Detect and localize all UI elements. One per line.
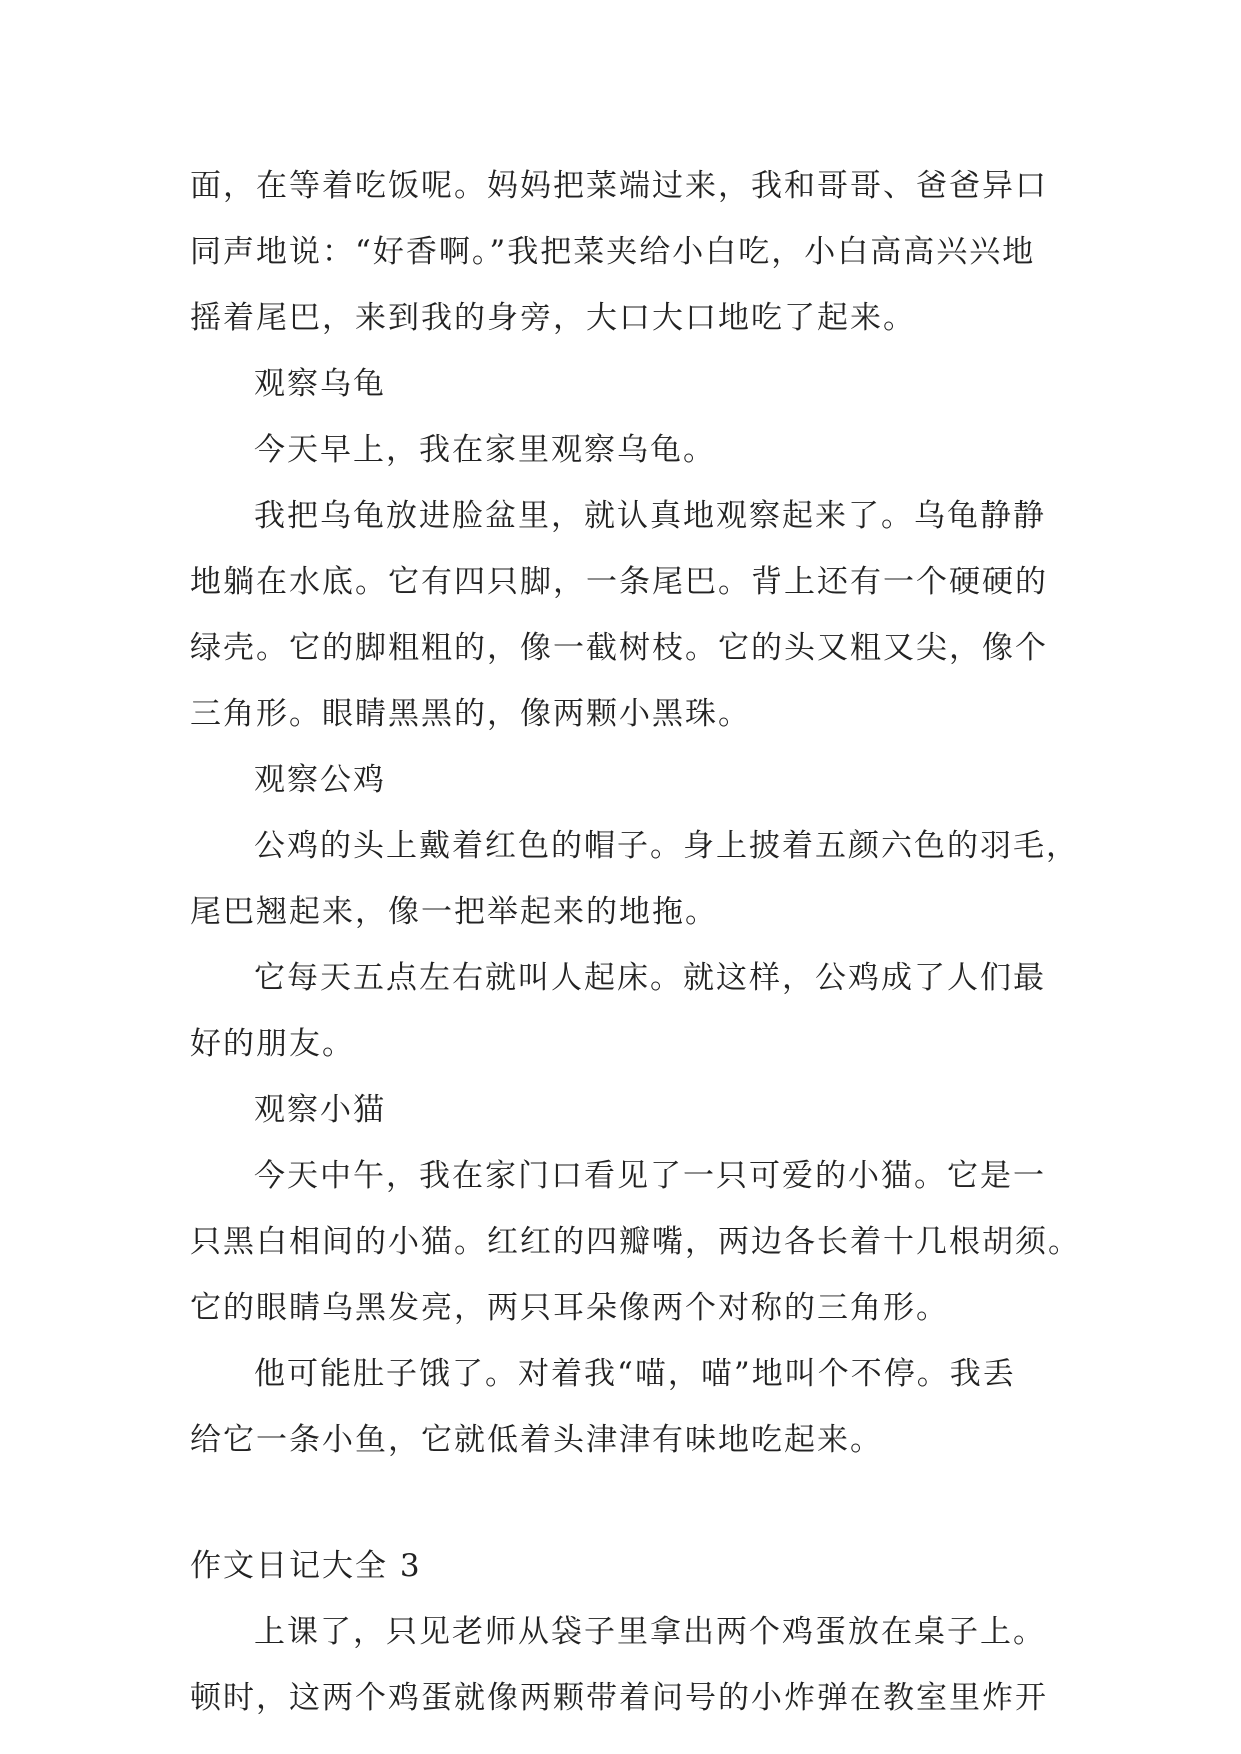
document-body bbox=[190, 162, 1081, 1740]
text-line: 好的朋友。 bbox=[190, 1026, 355, 1062]
text-line: 同声地说：“好香啊。”我把菜夹给小白吃，小白高高兴兴地 bbox=[190, 234, 1036, 270]
text-line: 他可能肚子饿了。对着我“喵，喵”地叫个不停。我丢 bbox=[254, 1356, 1016, 1392]
section-heading: 观察乌龟 bbox=[254, 366, 386, 402]
text-line: 今天中午，我在家门口看见了一只可爱的小猫。它是一 bbox=[254, 1158, 1046, 1194]
text-line: 只黑白相间的小猫。红红的四瓣嘴，两边各长着十几根胡须。 bbox=[190, 1224, 1081, 1260]
text-line: 上课了，只见老师从袋子里拿出两个鸡蛋放在桌子上。 bbox=[254, 1614, 1046, 1650]
section-heading: 观察小猫 bbox=[254, 1092, 386, 1128]
text-line: 今天早上，我在家里观察乌龟。 bbox=[254, 432, 716, 468]
paragraph-gap bbox=[190, 1482, 1070, 1542]
text-line: 它的眼睛乌黑发亮，两只耳朵像两个对称的三角形。 bbox=[190, 1290, 949, 1326]
text-line: 它每天五点左右就叫人起床。就这样，公鸡成了人们最 bbox=[254, 960, 1046, 996]
text-line: 绿壳。它的脚粗粗的，像一截树枝。它的头又粗又尖，像个 bbox=[190, 630, 1048, 666]
text-line: 我把乌龟放进脸盆里，就认真地观察起来了。乌龟静静 bbox=[254, 498, 1046, 534]
text-line: 摇着尾巴，来到我的身旁，大口大口地吃了起来。 bbox=[190, 300, 916, 336]
text-line: 面，在等着吃饭呢。妈妈把菜端过来，我和哥哥、爸爸异口 bbox=[190, 168, 1048, 204]
text-line: 给它一条小鱼，它就低着头津津有味地吃起来。 bbox=[190, 1422, 883, 1458]
text-line: 三角形。眼睛黑黑的，像两颗小黑珠。 bbox=[190, 696, 751, 732]
article-title: 作文日记大全 3 bbox=[190, 1548, 422, 1584]
text-line: 顿时，这两个鸡蛋就像两颗带着问号的小炸弹在教室里炸开 bbox=[190, 1680, 1048, 1716]
section-heading: 观察公鸡 bbox=[254, 762, 386, 798]
text-line: 尾巴翘起来，像一把举起来的地拖。 bbox=[190, 894, 718, 930]
text-line: 地躺在水底。它有四只脚，一条尾巴。背上还有一个硬硬的 bbox=[190, 564, 1048, 600]
text-line: 公鸡的头上戴着红色的帽子。身上披着五颜六色的羽毛， bbox=[254, 828, 1079, 864]
